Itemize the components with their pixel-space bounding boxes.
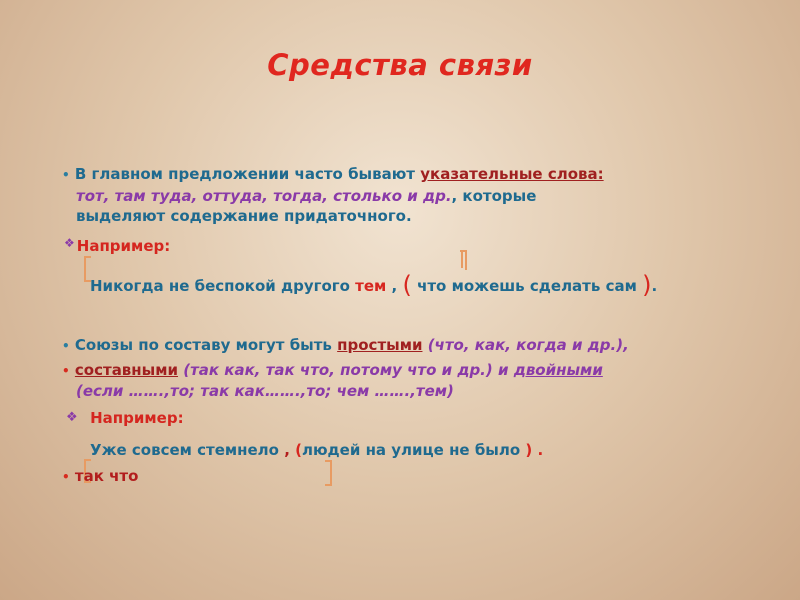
example2-label-row bbox=[66, 408, 184, 428]
bullet-dot-icon: • bbox=[62, 168, 70, 182]
example1-period: . bbox=[651, 277, 658, 295]
double-conjunctions: двойными bbox=[513, 361, 603, 379]
pointer-words-list: тот, там туда, оттуда, тогда, столько и др. bbox=[76, 187, 452, 205]
block2-line3 bbox=[76, 382, 454, 401]
block2-text-a: Союзы по составу могут быть bbox=[74, 336, 338, 354]
example2-paren-close: ) . bbox=[520, 441, 544, 459]
right-bracket-2 bbox=[325, 460, 332, 486]
bullet-dot-icon: • bbox=[62, 339, 70, 353]
simple-examples: (что, как, когда и др.), bbox=[422, 336, 629, 354]
double-examples: (если …….,то; так как…….,то; чем …….,тем) bbox=[76, 382, 454, 400]
example2-paren-open: ( bbox=[289, 441, 302, 459]
bracket-1-vertical bbox=[461, 250, 463, 268]
example1-sentence bbox=[90, 271, 658, 299]
example2-line2 bbox=[62, 467, 138, 487]
example2-text-d: людей на улице не было bbox=[301, 441, 521, 459]
bullet-dot-icon: • bbox=[62, 470, 70, 484]
pointer-words: указательные слова: bbox=[420, 165, 604, 183]
diamond-bullet-icon: ❖ bbox=[64, 236, 75, 250]
example2-sentence bbox=[90, 441, 543, 460]
block2-line2 bbox=[62, 361, 603, 381]
example1-label-row bbox=[64, 234, 170, 256]
example1-comma: , bbox=[386, 277, 398, 295]
example2-text-a: Уже совсем стемнело bbox=[90, 441, 285, 459]
example1-paren-close: ) bbox=[642, 271, 652, 299]
block2-line1 bbox=[62, 336, 629, 356]
block1-line3 bbox=[76, 207, 412, 226]
slide-title: Средства связи bbox=[267, 48, 533, 82]
example1-label: Например: bbox=[76, 237, 171, 255]
example1-word-tem: тем bbox=[355, 277, 387, 295]
block1-text-c: выделяют содержание придаточного. bbox=[76, 207, 412, 225]
block1-line1 bbox=[62, 165, 604, 185]
example1-text-a: Никогда не беспокой другого bbox=[90, 277, 356, 295]
block1-text-b: , которые bbox=[451, 187, 537, 205]
compound-conjunctions: составными bbox=[74, 361, 179, 379]
block1-text-a: В главном предложении часто бывают bbox=[74, 165, 421, 183]
example1-paren-open: ( bbox=[402, 271, 412, 299]
diamond-bullet-icon: ❖ bbox=[66, 410, 78, 425]
example1-text-d: что можешь сделать сам bbox=[411, 277, 643, 295]
example2-label: Например: bbox=[90, 409, 184, 427]
bullet-dot-icon: • bbox=[62, 364, 70, 378]
simple-conjunctions: простыми bbox=[337, 336, 423, 354]
example2-comma: , bbox=[284, 441, 290, 459]
example2-conjunction: так что bbox=[74, 467, 139, 485]
compound-examples: (так как, так что, потому что и др.) и bbox=[178, 361, 514, 379]
block1-line2 bbox=[76, 187, 536, 206]
